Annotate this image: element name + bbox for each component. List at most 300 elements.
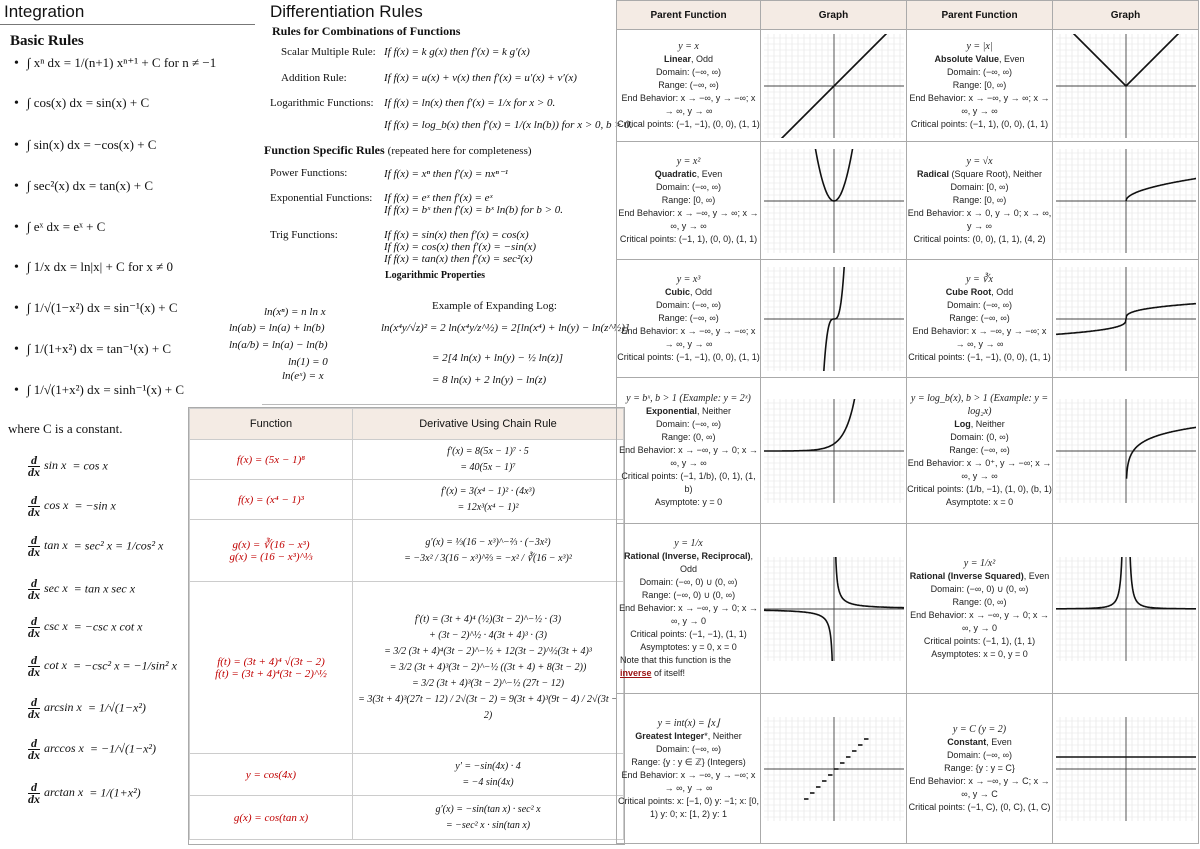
derivative-item [28,697,146,720]
function-crit: Critical points: (−1, 1/b), (0, 1), (1, b) [621,471,756,494]
chain-derivative-line: g′(x) = ⅓(16 − x³)^−⅔ · (−3x²) [425,536,551,548]
function-graph [1056,399,1196,503]
expand-line: ln(x⁴y/√z)² = 2 ln(x⁴y/z^½) = 2[ln(x⁴) + ln(y) − ln(z^½)] [381,322,630,334]
function-equation: y = x [678,41,699,52]
log-property: ln(xⁿ) = n ln x [264,306,326,318]
power-label: Power Functions: [270,167,348,179]
parent-function-cell [617,260,761,378]
function-equation: y = 1/x [674,538,703,549]
function-extra: Asymptote: y = 0 [654,497,723,507]
chain-derivative-line: g′(x) = −sin(tan x) · sec² x [435,803,541,815]
derivative-item [28,782,141,805]
function-range: Range: {y : y = C} [944,763,1015,773]
function-crit: Critical points: (−1, −1), (0, 0), (1, 1) [908,352,1051,362]
function-equation: y = ∛x [966,274,993,285]
parent-row [617,260,1199,378]
bullet-icon: • [14,383,19,398]
chain-derivative-line: = −sec² x · sin(tan x) [445,819,531,831]
specific-rules-title: Function Specific Rules [264,143,385,157]
derivative-fn: cot x [44,658,67,673]
operator-den: dx [28,792,40,806]
parent-function-cell [907,524,1053,694]
parent-function-cell [907,30,1053,142]
chain-header-function: Function [190,409,353,440]
chain-function: f(t) = (3t + 4)⁴(3t − 2)^½ [215,667,327,680]
graph-cell [761,694,907,844]
function-name-bold: Cubic [664,287,690,297]
operator-num: d [28,655,40,667]
log-property: ln(ab) = ln(a) + ln(b) [229,322,325,334]
chain-derivative-line: = 12x³(x⁴ − 1)² [457,501,519,513]
derivative-operator [28,738,40,761]
derivative-rhs: = 1/(1+x²) [89,785,141,800]
derivative-rhs: = 1/√(1−x²) [87,700,146,715]
specific-rules-heading [264,143,532,158]
bullet-icon: • [14,56,19,71]
function-graph [764,399,904,503]
derivative-item [28,578,135,601]
function-name [617,730,760,743]
chain-derivative-cell [353,440,624,480]
function-domain: Domain: (−∞, ∞) [946,300,1013,310]
function-range: Range: [0, ∞) [952,80,1007,90]
chain-rule-table [188,407,625,845]
derivative-item [28,738,156,761]
function-extra: Asymptotes: x = 0, y = 0 [931,648,1028,659]
function-note [617,654,760,680]
chain-derivative-line: + (3t − 2)^½ · 4(3t + 4)³ · (3) [429,629,547,641]
integration-rule [14,55,216,72]
log-property: ln(a/b) = ln(a) − ln(b) [229,339,328,351]
function-domain: Domain: (−∞, ∞) [655,182,722,192]
operator-den: dx [28,707,40,721]
function-graph [764,34,904,138]
inverse-link[interactable]: inverse [620,668,652,678]
function-name-bold: Radical [916,169,949,179]
function-symmetry: (Square Root), Neither [948,169,1043,179]
operator-num: d [28,782,40,794]
function-name [907,418,1052,431]
chain-function-cell [190,796,353,840]
chain-derivative-line: = 3/2 (3t + 4)³(3t − 2)^−½ (27t − 12) [411,677,565,689]
function-end: End Behavior: x → −∞, y → −∞; x → ∞, y → ∞ [621,769,756,793]
basic-rules-heading: Basic Rules [10,33,84,49]
derivative-fn: csc x [44,619,68,634]
chain-derivative-line: f′(x) = 8(5x − 1)⁷ · 5 [447,445,529,457]
bullet-icon: • [14,301,19,316]
chain-function: f(t) = (3t + 4)⁴ √(3t − 2) [217,655,325,668]
function-crit: Critical points: (−1, −1), (1, 1) [630,629,747,639]
parent-header-2: Graph [761,1,907,30]
log-props-heading: Logarithmic Properties [385,270,486,281]
function-range: Range: (0, ∞) [952,596,1007,607]
graph-cell [761,142,907,260]
chain-row [190,440,624,480]
function-range: Range: (0, ∞) [661,432,716,442]
graph-cell [761,524,907,694]
function-end: End Behavior: x → −∞, y → −∞; x → ∞, y → ∞ [912,326,1047,349]
addition-rule-text: If f(x) = u(x) + v(x) then f′(x) = u′(x) + v′(x) [384,72,577,84]
operator-num: d [28,495,40,507]
chain-function-cell [190,754,353,796]
power-text: If f(x) = xⁿ then f′(x) = nxⁿ⁻¹ [384,168,508,180]
function-extra: Asymptotes: y = 0, x = 0 [640,642,737,652]
function-crit: Critical points: (−1, 1), (0, 0), (1, 1) [619,234,758,244]
chain-function: f(x) = (x⁴ − 1)³ [238,493,304,506]
function-name-bold: Quadratic [654,169,697,179]
graph-cell [1053,260,1199,378]
function-domain: Domain: (−∞, ∞) [655,419,722,429]
integration-rule [14,137,156,154]
operator-num: d [28,455,40,467]
derivative-rhs: = −sin x [74,498,116,513]
chain-derivative-line: f′(t) = (3t + 4)⁴ (½)(3t − 2)^−½ · (3) [414,613,562,625]
function-name [907,53,1052,66]
derivative-operator [28,495,40,518]
note-text-end: of itself! [651,668,686,678]
function-range: Range: (−∞, ∞) [658,313,719,323]
operator-den: dx [28,748,40,762]
derivative-operator [28,697,40,720]
derivative-item [28,655,177,678]
function-equation: y = C (y = 2) [952,724,1007,735]
derivative-operator [28,782,40,805]
parent-row [617,694,1199,844]
scalar-rule-text: If f(x) = k g(x) then f′(x) = k g′(x) [384,46,530,58]
exp-label: Exponential Functions: [270,192,373,204]
function-name [617,550,760,576]
function-crit: Critical points: x: [−1, 0) y: −1; x: [0, 1) y: 0; x: [1, 2) y: 1 [617,795,760,819]
function-domain: Domain: (−∞, ∞) [946,67,1013,77]
scalar-rule-label: Scalar Multiple Rule: [281,46,376,58]
function-name [617,168,760,181]
chain-derivative-line: f′(x) = 3(x⁴ − 1)² · (4x³) [441,485,535,497]
function-end: End Behavior: x → −∞, y → 0; x → ∞, y → ∞ [619,445,758,468]
graph-cell [1053,524,1199,694]
function-end: End Behavior: x → −∞, y → 0; x → ∞, y → 0 [910,609,1049,633]
parent-function-cell [907,694,1053,844]
derivative-operator [28,616,40,639]
function-domain: Domain: (0, ∞) [950,432,1009,442]
derivative-item [28,455,108,478]
chain-row [190,480,624,520]
derivative-rhs: = −csc² x = −1/sin² x [73,658,177,673]
derivative-fn: arccos x [44,741,84,756]
function-symmetry: , Even [986,737,1012,747]
derivative-operator [28,535,40,558]
parent-functions-table [616,0,1198,843]
integration-rule-text: ∫ cos(x) dx = sin(x) + C [26,95,150,110]
expand-line: = 8 ln(x) + 2 ln(y) − ln(z) [432,374,547,386]
function-equation: y = int(x) = ⌊x⌋ [657,717,720,729]
function-symmetry: , Even [999,54,1025,64]
chain-derivative-line: = −4 sin(4x) [462,776,514,788]
function-domain: Domain: [0, ∞) [950,182,1009,192]
graph-cell [1053,694,1199,844]
function-name-bold: Rational (Inverse, Reciprocal) [623,551,751,561]
function-symmetry: , Neither [970,419,1005,429]
function-symmetry: , Odd [691,54,714,64]
chain-derivative-cell [353,480,624,520]
function-crit: Critical points: (−1, 1), (1, 1) [923,635,1036,646]
chain-header-derivative: Derivative Using Chain Rule [353,409,624,440]
log-rule-text-1: If f(x) = ln(x) then f′(x) = 1/x for x > 0. [384,97,556,109]
chain-function: f(x) = (5x − 1)⁸ [236,453,306,466]
function-name-bold: Exponential [645,406,697,416]
chain-derivative-line: = 3/2 (3t + 4)³(3t − 2)^−½ ((3t + 4) + 8(3t − 2)) [389,661,587,673]
function-equation: y = log_b(x), b > 1 (Example: y = log₂x) [910,393,1049,417]
exp-text-1: If f(x) = eˣ then f′(x) = eˣ [384,192,493,204]
graph-cell [1053,30,1199,142]
parent-function-cell [907,142,1053,260]
bullet-icon: • [14,96,19,111]
function-end: End Behavior: x → 0, y → 0; x → ∞, y → ∞ [907,208,1052,231]
trig-text-1: If f(x) = sin(x) then f′(x) = cos(x) [384,229,529,241]
chain-function: g(x) = ∛(16 − x³) [232,539,310,551]
parent-function-cell [617,524,761,694]
chain-derivative-line: = 3(3t + 4)³(27t − 12) / 2√(3t − 2) = 9(3t + 4)³(9t − 4) / 2√(3t − 2) [358,693,618,721]
function-graph [764,149,904,253]
integration-rule [14,382,184,399]
function-name [617,405,760,418]
derivative-item [28,495,116,518]
integration-rule-text: ∫ 1/(1+x²) dx = tan⁻¹(x) + C [26,341,172,356]
log-property: ln(1) = 0 [288,356,328,368]
bullet-icon: • [14,260,19,275]
function-graph [1056,267,1196,371]
function-range: Range: {y : y ∈ ℤ} (Integers) [631,756,746,767]
parent-function-cell [907,378,1053,524]
bullet-icon: • [14,179,19,194]
graph-cell [761,378,907,524]
derivative-item [28,616,143,639]
operator-den: dx [28,545,40,559]
function-domain: Domain: (−∞, ∞) [946,750,1013,760]
function-name-bold: Absolute Value [934,54,999,64]
operator-num: d [28,578,40,590]
derivative-rhs: = sec² x = 1/cos² x [73,538,164,553]
function-graph [1056,149,1196,253]
chain-function: y = cos(4x) [245,768,297,781]
derivative-operator [28,655,40,678]
chain-row [190,754,624,796]
function-equation: y = √x [966,156,993,167]
function-domain: Domain: (−∞, ∞) [655,743,722,754]
function-name [617,53,760,66]
derivative-operator [28,578,40,601]
function-extra: Asymptote: x = 0 [945,497,1014,507]
note-text: Note that this function is the [620,655,732,665]
integration-rule [14,259,173,276]
integration-rule-text: ∫ sin(x) dx = −cos(x) + C [26,137,157,152]
function-end: End Behavior: x → −∞, y → 0; x → ∞, y → 0 [619,603,758,626]
function-graph [764,267,904,371]
function-crit: Critical points: (1/b, −1), (1, 0), (b, 1) [907,484,1052,494]
chain-function: g(x) = cos(tan x) [233,811,309,824]
derivative-fn: sec x [44,581,68,596]
function-graph [1056,34,1196,138]
function-symmetry: , Neither [697,406,732,416]
function-curve [1126,178,1196,200]
expand-line: = 2[4 ln(x) + ln(y) − ½ ln(z)] [432,352,564,364]
parent-row [617,524,1199,694]
integration-rule-text: ∫ 1/√(1−x²) dx = sin⁻¹(x) + C [26,300,178,315]
function-name [907,736,1052,749]
function-domain: Domain: (−∞, 0) ∪ (0, ∞) [639,577,738,587]
function-name [617,286,760,299]
graph-cell [1053,142,1199,260]
differentiation-divider [262,404,617,405]
function-range: Range: (−∞, ∞) [949,445,1010,455]
parent-header-3: Parent Function [907,1,1053,30]
function-range: Range: [0, ∞) [952,195,1007,205]
operator-num: d [28,697,40,709]
chain-derivative-line: = 3/2 (3t + 4)⁴(3t − 2)^−½ + 12(3t − 2)^½(3t + 4)³ [384,645,592,657]
function-graph [1056,717,1196,821]
function-name [907,570,1052,583]
function-range: Range: [0, ∞) [661,195,716,205]
parent-header-4: Graph [1053,1,1199,30]
function-curve [764,399,858,451]
operator-num: d [28,535,40,547]
log-property: ln(eˣ) = x [282,370,324,382]
derivative-operator [28,455,40,478]
trig-text-3: If f(x) = tan(x) then f′(x) = sec²(x) [384,253,533,265]
parent-row [617,142,1199,260]
function-range: Range: (−∞, ∞) [658,80,719,90]
parent-row [617,378,1199,524]
function-range: Range: (−∞, ∞) [949,313,1010,323]
chain-function-cell [190,480,353,520]
operator-den: dx [28,505,40,519]
parent-function-cell [617,378,761,524]
bullet-icon: • [14,138,19,153]
function-equation: y = x² [676,156,701,167]
log-rule-text-2: If f(x) = log_b(x) then f′(x) = 1/(x ln(b)) for x > 0, b > 0. [384,119,633,131]
derivative-rhs: = −csc x cot x [73,619,143,634]
function-end: End Behavior: x → −∞, y → C; x → ∞, y → C [909,776,1050,799]
chain-derivative-cell [353,520,624,582]
function-equation: y = bˣ, b > 1 (Example: y = 2ˣ) [626,393,751,404]
derivative-rhs: = −1/√(1−x²) [89,741,157,756]
function-crit: Critical points: (−1, −1), (0, 0), (1, 1) [617,352,760,362]
graph-cell [1053,378,1199,524]
chain-function-cell [190,520,353,582]
function-symmetry: *, Neither [704,730,742,741]
function-equation: y = |x| [966,41,993,52]
operator-den: dx [28,588,40,602]
function-name-bold: Constant [947,737,987,747]
bullet-icon: • [14,220,19,235]
function-name-bold: Cube Root [945,287,992,297]
derivative-fn: tan x [44,538,68,553]
function-symmetry: , Odd [679,551,754,574]
chain-function: g(x) = (16 − x³)^⅓ [229,551,313,563]
function-symmetry: , Odd [991,287,1014,297]
parent-function-cell [617,30,761,142]
integration-rule-text: ∫ xⁿ dx = 1/(n+1) xⁿ⁺¹ + C for n ≠ −1 [26,55,217,70]
function-graph [1056,557,1196,661]
function-symmetry: , Odd [690,287,713,297]
function-name-bold: Greatest Integer [635,730,705,741]
chain-derivative-cell [353,796,624,840]
operator-den: dx [28,465,40,479]
function-crit: Critical points: (0, 0), (1, 1), (4, 2) [913,234,1046,244]
addition-rule-label: Addition Rule: [281,72,347,84]
derivative-fn: arcsin x [44,700,82,715]
operator-num: d [28,616,40,628]
function-name [907,286,1052,299]
trig-label: Trig Functions: [270,229,338,241]
graph-cell [761,260,907,378]
chain-function-cell [190,582,353,754]
integration-footer: where C is a constant. [8,421,123,436]
log-functions-label: Logarithmic Functions: [270,97,374,109]
chain-derivative-line: = 40(5x − 1)⁷ [460,461,516,473]
function-symmetry: , Even [696,169,723,179]
function-graph [764,717,904,821]
function-graph [764,557,904,661]
combinations-heading: Rules for Combinations of Functions [272,24,461,38]
trig-text-2: If f(x) = cos(x) then f′(x) = −sin(x) [384,241,537,253]
function-curve [1126,427,1196,478]
chain-derivative-line: y′ = −sin(4x) · 4 [455,760,521,772]
parent-header-1: Parent Function [617,1,761,30]
derivative-item [28,535,163,558]
function-end: End Behavior: x → 0⁺, y → −∞; x → ∞, y → ∞ [907,458,1052,481]
integration-rule-text: ∫ 1/x dx = ln|x| + C for x ≠ 0 [26,259,174,274]
chain-row [190,520,624,582]
function-end: End Behavior: x → −∞, y → ∞; x → ∞, y → ∞ [618,208,759,231]
function-range: Range: (−∞, 0) ∪ (0, ∞) [641,590,736,600]
operator-den: dx [28,626,40,640]
function-domain: Domain: (−∞, ∞) [655,67,722,77]
function-name-bold: Log [954,419,971,429]
function-symmetry: , Even [1023,570,1050,581]
integration-rule-text: ∫ eˣ dx = eˣ + C [26,219,106,234]
derivative-fn: sin x [44,458,67,473]
function-end: End Behavior: x → −∞, y → −∞; x → ∞, y → ∞ [621,93,756,116]
derivative-fn: cos x [44,498,69,513]
function-domain: Domain: (−∞, ∞) [655,300,722,310]
differentiation-title: Differentiation Rules [270,2,423,21]
bullet-icon: • [14,342,19,357]
function-name-bold: Rational (Inverse Squared) [909,570,1024,581]
function-end: End Behavior: x → −∞, y → ∞; x → ∞, y → ∞ [909,93,1050,116]
function-name [907,168,1052,181]
function-domain: Domain: (−∞, 0) ∪ (0, ∞) [930,583,1029,594]
derivative-rhs: = cos x [72,458,108,473]
function-crit: Critical points: (−1, C), (0, C), (1, C) [908,802,1051,812]
operator-num: d [28,738,40,750]
integration-rule [14,219,105,236]
graph-cell [761,30,907,142]
function-equation: y = x³ [676,274,701,285]
parent-row [617,30,1199,142]
chain-row [190,582,624,754]
derivative-fn: arctan x [44,785,84,800]
chain-row [190,796,624,840]
function-crit: Critical points: (−1, −1), (0, 0), (1, 1) [617,119,760,129]
parent-function-cell [617,694,761,844]
function-crit: Critical points: (−1, 1), (0, 0), (1, 1) [910,119,1049,129]
integration-rule [14,300,178,317]
chain-derivative-cell [353,754,624,796]
parent-function-cell [617,142,761,260]
function-equation: y = 1/x² [963,557,996,569]
derivative-rhs: = tan x sec x [73,581,136,596]
integration-rule-text: ∫ 1/√(1+x²) dx = sinh⁻¹(x) + C [26,382,185,397]
